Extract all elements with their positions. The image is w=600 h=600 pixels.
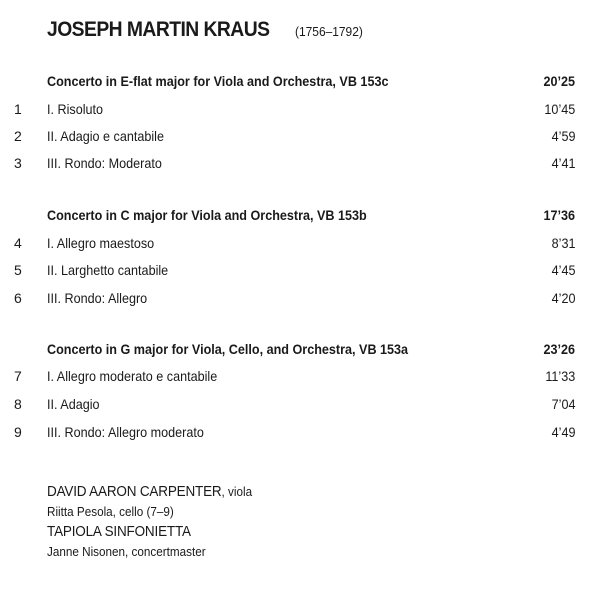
work-heading <box>0 205 600 225</box>
track-title: I. Allegro maestoso <box>47 235 155 251</box>
track-duration: 7’04 <box>551 396 575 412</box>
track-number: 3 <box>14 155 22 171</box>
track-number: 7 <box>14 368 22 384</box>
track-title: I. Risoluto <box>47 101 104 117</box>
track-row <box>0 153 600 173</box>
soloist-role: , viola <box>221 484 253 499</box>
track-row <box>0 288 600 308</box>
track-row <box>0 394 600 414</box>
track-duration: 11’33 <box>545 368 575 384</box>
composer-name: JOSEPH MARTIN KRAUS <box>47 18 270 41</box>
track-title: III. Rondo: Moderato <box>47 155 162 171</box>
track-duration: 8’31 <box>551 235 575 251</box>
soloist-credit <box>47 482 407 502</box>
track-number: 9 <box>14 424 22 440</box>
track-title: III. Rondo: Allegro moderato <box>47 424 204 440</box>
track-duration: 4’41 <box>551 155 575 171</box>
soloist-name: DAVID AARON CARPENTER <box>47 483 222 500</box>
track-duration: 4’59 <box>551 128 575 144</box>
track-row <box>0 126 600 146</box>
cellist-credit: Riitta Pesola, cello (7–9) <box>47 504 174 519</box>
header <box>47 18 369 42</box>
work-duration: 23’26 <box>543 341 575 357</box>
concertmaster-credit: Janne Nisonen, concertmaster <box>47 544 206 559</box>
track-number: 5 <box>14 262 22 278</box>
track-row <box>0 233 600 253</box>
work-title: Concerto in C major for Viola and Orchestra, VB 153b <box>47 207 367 223</box>
track-row <box>0 260 600 280</box>
work-title: Concerto in G major for Viola, Cello, and Orchestra, VB 153a <box>47 341 409 357</box>
track-title: II. Adagio <box>47 396 100 412</box>
track-duration: 4’20 <box>551 290 575 306</box>
track-duration: 4’45 <box>551 262 575 278</box>
track-number: 2 <box>14 128 22 144</box>
track-duration: 10’45 <box>544 101 575 117</box>
work-title: Concerto in E-flat major for Viola and Orchestra, VB 153c <box>47 73 389 89</box>
track-title: III. Rondo: Allegro <box>47 290 148 306</box>
track-number: 4 <box>14 235 22 251</box>
track-number: 1 <box>14 101 22 117</box>
track-row <box>0 366 600 386</box>
work-duration: 20’25 <box>543 73 575 89</box>
track-duration: 4’49 <box>551 424 575 440</box>
orchestra-name: TAPIOLA SINFONIETTA <box>47 523 191 540</box>
work-heading <box>0 339 600 359</box>
work-duration: 17’36 <box>543 207 575 223</box>
track-title: II. Larghetto cantabile <box>47 262 169 278</box>
track-title: I. Allegro moderato e cantabile <box>47 368 218 384</box>
performer-credits <box>47 482 447 562</box>
work-heading <box>0 71 600 91</box>
track-row <box>0 99 600 119</box>
track-number: 8 <box>14 396 22 412</box>
track-number: 6 <box>14 290 22 306</box>
track-title: II. Adagio e cantabile <box>47 128 164 144</box>
composer-dates: (1756–1792) <box>295 24 364 39</box>
track-row <box>0 422 600 442</box>
